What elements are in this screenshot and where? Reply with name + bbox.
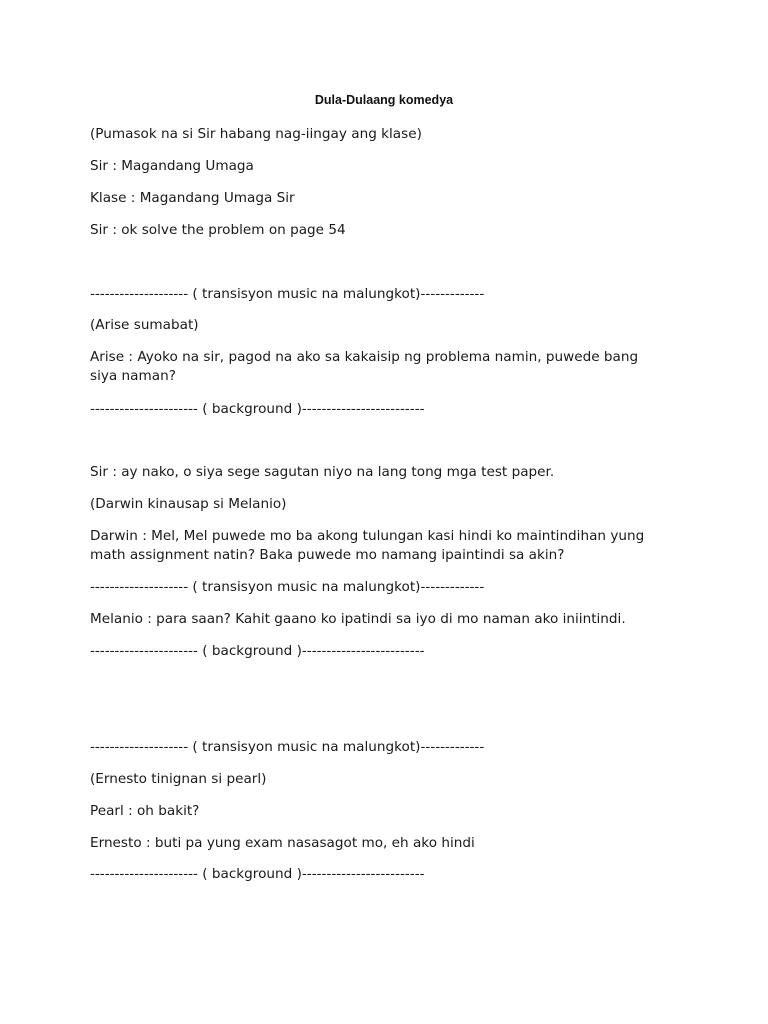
dialogue-line: Klase : Magandang Umaga Sir (90, 190, 295, 206)
background-divider: ---------------------- ( background )------------------------- (90, 866, 425, 882)
dialogue-line: Melanio : para saan? Kahit gaano ko ipatindi sa iyo di mo naman ako iniintindi. (90, 611, 626, 627)
stage-direction: (Pumasok na si Sir habang nag-iingay ang klase) (90, 126, 422, 142)
document-title: Dula-Dulaang komedya (314, 93, 454, 107)
dialogue-line: Sir : ay nako, o siya sege sagutan niyo na lang tong mga test paper. (90, 464, 555, 480)
stage-direction: (Ernesto tinignan si pearl) (90, 771, 267, 787)
stage-direction: (Arise sumabat) (90, 317, 199, 333)
background-divider: ---------------------- ( background )------------------------- (90, 643, 425, 659)
dialogue-line: Darwin : Mel, Mel puwede mo ba akong tulungan kasi hindi ko maintindihan yung math assignment natin? Baka puwede mo namang ipaintindi sa akin? (90, 528, 645, 563)
background-divider: ---------------------- ( background )------------------------- (90, 401, 425, 417)
transition-divider: -------------------- ( transisyon music na malungkot)------------- (90, 579, 485, 595)
dialogue-line: Ernesto : buti pa yung exam nasasagot mo, eh ako hindi (90, 835, 475, 851)
transition-divider: -------------------- ( transisyon music na malungkot)------------- (90, 286, 485, 302)
dialogue-line: Sir : ok solve the problem on page 54 (90, 222, 346, 238)
dialogue-line: Sir : Magandang Umaga (90, 158, 254, 174)
transition-divider: -------------------- ( transisyon music na malungkot)------------- (90, 739, 485, 755)
dialogue-line: Arise : Ayoko na sir, pagod na ako sa kakaisip ng problema namin, puwede bang siya naman? (90, 349, 639, 384)
dialogue-line: Pearl : oh bakit? (90, 803, 200, 819)
stage-direction: (Darwin kinausap si Melanio) (90, 496, 287, 512)
